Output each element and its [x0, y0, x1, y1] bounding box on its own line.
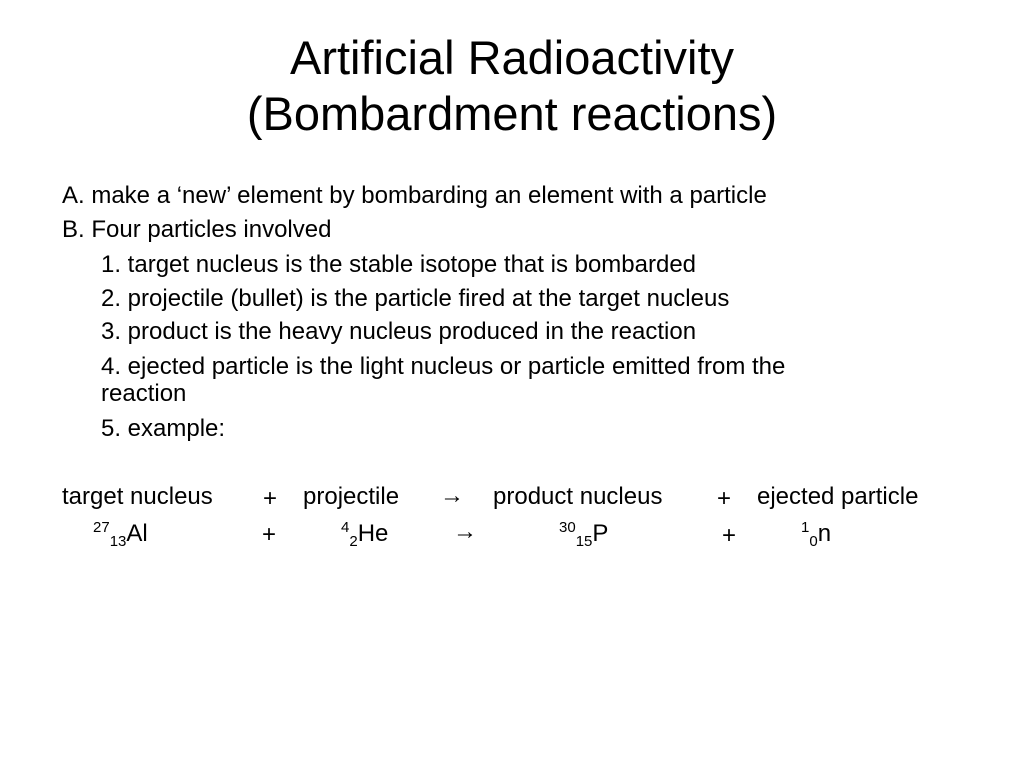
nuc-plus-1: +: [262, 521, 277, 548]
eq-plus-1: +: [263, 485, 278, 512]
sub-bullet-4-continued: reaction: [101, 380, 187, 407]
slide-title: [0, 30, 1024, 142]
al-mass-number: 27: [93, 519, 110, 536]
eq-product-label: product nucleus: [493, 483, 663, 510]
he-atomic-number: 2: [349, 533, 358, 550]
sub-bullet-3: 3. product is the heavy nucleus produced in the reaction: [101, 318, 697, 345]
eq-target-label: target nucleus: [62, 483, 213, 510]
he-symbol: He: [357, 520, 389, 547]
al-symbol: Al: [126, 520, 148, 547]
sub-bullet-5: 5. example:: [101, 415, 226, 442]
nuclide-aluminum: [93, 520, 148, 548]
bullet-a: A. make a ‘new’ element by bombarding an element with a particle: [62, 182, 767, 209]
nuc-plus-2: +: [722, 522, 737, 549]
sub-bullet-4: 4. ejected particle is the light nucleus or particle emitted from the: [101, 353, 786, 380]
n-mass-number: 1: [801, 519, 810, 536]
al-atomic-number: 13: [109, 533, 127, 550]
sub-bullet-1: 1. target nucleus is the stable isotope that is bombarded: [101, 251, 697, 278]
he-mass-number: 4: [341, 519, 350, 536]
eq-projectile-label: projectile: [303, 483, 400, 510]
eq-arrow-icon: →: [440, 482, 464, 509]
eq-plus-2: +: [717, 485, 732, 512]
title-line-1: Artificial Radioactivity: [289, 31, 735, 84]
nuclide-neutron: [801, 520, 831, 548]
title-line-2: (Bombardment reactions): [246, 87, 778, 140]
nuclide-helium: [341, 520, 388, 548]
eq-ejected-label: ejected particle: [757, 483, 919, 510]
n-symbol: n: [817, 520, 832, 547]
p-atomic-number: 15: [575, 533, 593, 550]
nuclide-phosphorus: [559, 520, 608, 548]
p-mass-number: 30: [559, 519, 576, 536]
p-symbol: P: [592, 520, 609, 547]
nuc-arrow-icon: →: [453, 518, 477, 545]
n-atomic-number: 0: [809, 533, 818, 550]
bullet-b: B. Four particles involved: [62, 216, 332, 243]
sub-bullet-2: 2. projectile (bullet) is the particle fired at the target nucleus: [101, 285, 730, 312]
